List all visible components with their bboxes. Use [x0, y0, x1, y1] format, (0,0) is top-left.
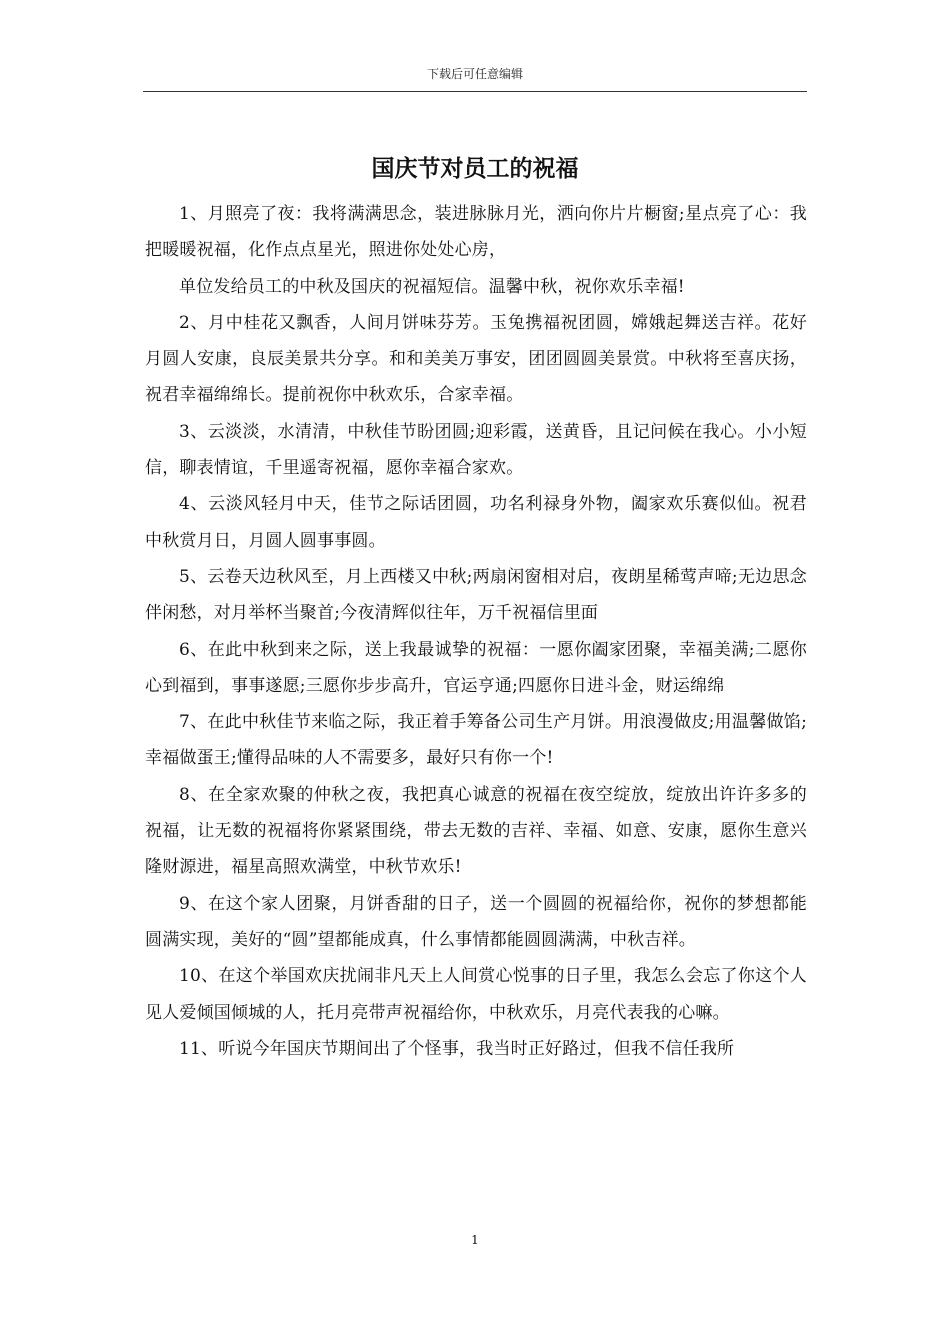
paragraph-2: 单位发给员工的中秋及国庆的祝福短信。温馨中秋，祝你欢乐幸福!	[179, 276, 685, 297]
document-body	[145, 196, 807, 1067]
page-number: 1	[471, 1233, 479, 1247]
paragraph-6: 5、云卷天边秋风至，月上西楼又中秋;两扇闲窗相对启，夜朗星稀莺声啼;无边思念伴闲愁，对月举杯当聚首;今夜清辉似往年，万千祝福信里面	[145, 566, 807, 624]
paragraph-1: 1、月照亮了夜：我将满满思念，装进脉脉月光，洒向你片片橱窗;星点亮了心：我把暖暖祝福，化作点点星光，照进你处处心房，	[145, 204, 807, 261]
paragraph-12: 11、听说今年国庆节期间出了个怪事，我当时正好路过，但我不信任我所	[179, 1038, 735, 1059]
document-title: 国庆节对员工的祝福	[371, 155, 579, 182]
paragraph-7: 6、在此中秋到来之际，送上我最诚挚的祝福：一愿你阖家团聚，幸福美满;二愿你心到福到，事事遂愿;三愿你步步高升，官运亨通;四愿你日进斗金，财运绵绵	[145, 639, 807, 696]
paragraph-10: 9、在这个家人团聚，月饼香甜的日子，送一个圆圆的祝福给你，祝你的梦想都能圆满实现，美好的“圆”望都能成真，什么事情都能圆圆满满，中秋吉祥。	[145, 893, 807, 950]
paragraph-4: 3、云淡淡，水清清，中秋佳节盼团圆;迎彩霞，送黄昏，且记问候在我心。小小短信，聊表情谊，千里遥寄祝福，愿你幸福合家欢。	[145, 421, 807, 479]
paragraph-9: 8、在全家欢聚的仲秋之夜，我把真心诚意的祝福在夜空绽放，绽放出许许多多的祝福，让无数的祝福将你紧紧围绕，带去无数的吉祥、幸福、如意、安康，愿你生意兴隆财源进，福星高照欢满堂，中秋节欢乐!	[145, 784, 807, 878]
paragraph-8: 7、在此中秋佳节来临之际，我正着手筹备公司生产月饼。用浪漫做皮;用温馨做馅;幸福做蛋王;懂得品味的人不需要多，最好只有你一个!	[145, 712, 807, 769]
paragraph-5: 4、云淡风轻月中天，佳节之际话团圆，功名利禄身外物，阖家欢乐赛似仙。祝君中秋赏月日，月圆人圆事事圆。	[145, 494, 807, 551]
paragraph-3: 2、月中桂花又飘香，人间月饼味芬芳。玉兔携福祝团圆，嫦娥起舞送吉祥。花好月圆人安康，良辰美景共分享。和和美美万事安，团团圆圆美景赏。中秋将至喜庆扬，祝君幸福绵绵长。提前祝你中秋欢乐，合家幸福。	[145, 312, 807, 406]
paragraph-11: 10、在这个举国欢庆扰闹非凡天上人间赏心悦事的日子里，我怎么会忘了你这个人见人爱倾国倾城的人，托月亮带声祝福给你，中秋欢乐，月亮代表我的心嘛。	[145, 966, 807, 1023]
page-header: 下载后可任意编辑	[426, 67, 523, 81]
header-rule	[143, 91, 807, 92]
